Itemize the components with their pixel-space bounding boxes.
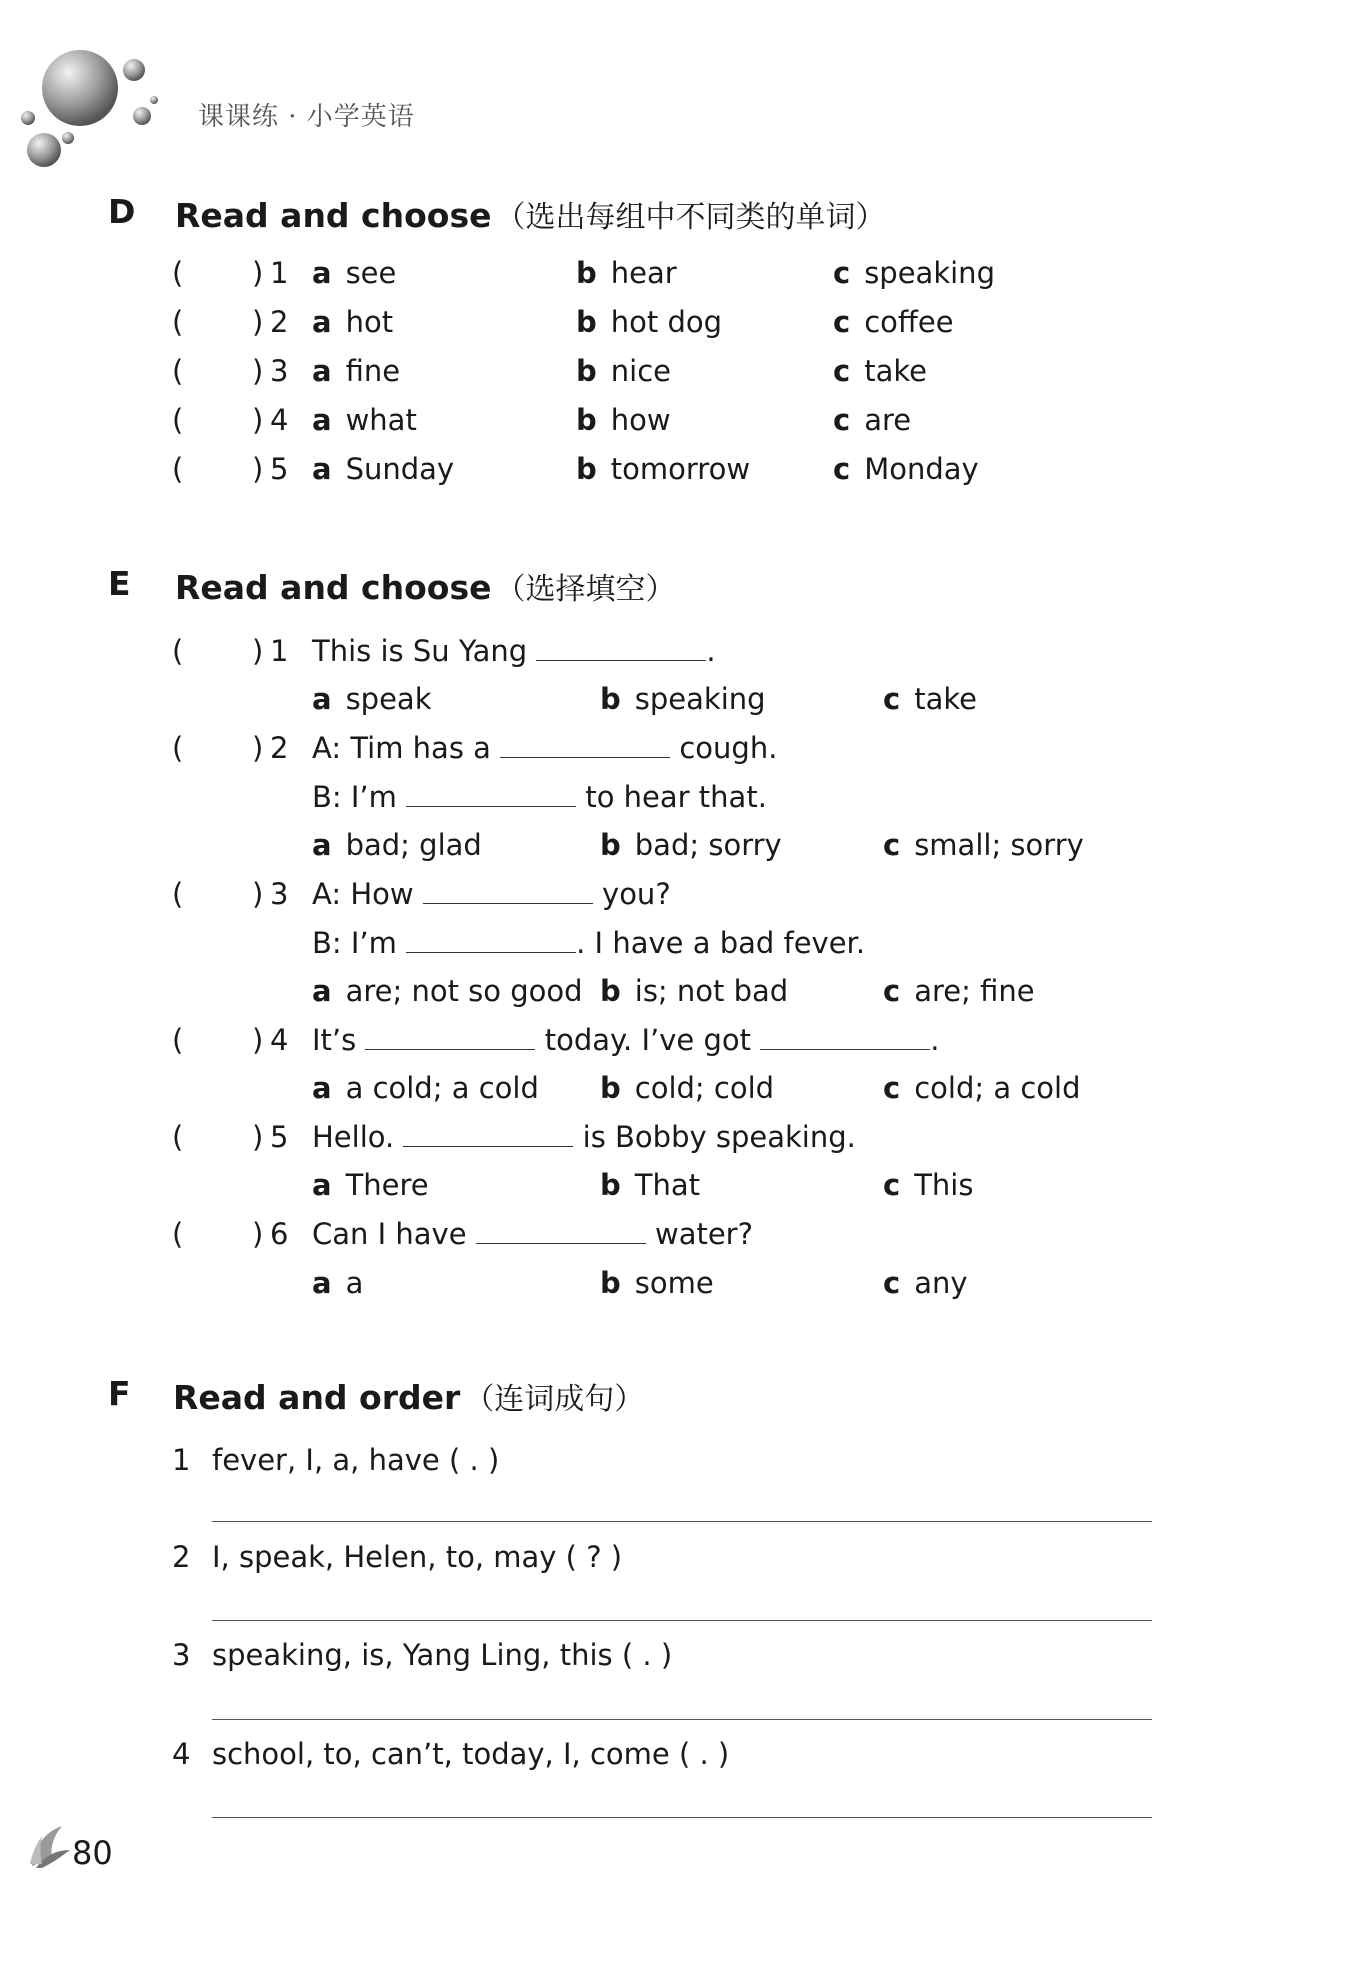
question-text: cough. [679, 731, 778, 765]
option-b[interactable] [600, 682, 766, 716]
order-item-words: I, speak, Helen, to, may ( ? ) [212, 1540, 623, 1574]
question-text: . I have a bad fever. [576, 926, 866, 960]
option-letter: a [312, 1168, 332, 1202]
section-d-title: Read and choose [175, 196, 492, 235]
question-6-text [312, 1217, 753, 1251]
question-number [270, 305, 288, 339]
answer-paren-open[interactable] [172, 452, 183, 486]
option-a[interactable] [312, 974, 583, 1008]
option-c[interactable] [883, 1168, 973, 1202]
option-text: small; sorry [914, 828, 1084, 862]
option-b[interactable] [600, 1168, 700, 1202]
answer-paren-open: ( [172, 452, 184, 486]
answer-line[interactable] [212, 1817, 1152, 1818]
fill-blank[interactable] [476, 1219, 646, 1244]
option-a[interactable] [312, 1168, 429, 1202]
section-e-note: （选择填空） [495, 572, 676, 607]
question-number: 2 [270, 731, 289, 765]
answer-paren-close [252, 354, 263, 388]
question-text: today. I’ve got [544, 1023, 751, 1057]
answer-paren-close: ) [252, 256, 264, 290]
option-letter: c [833, 354, 851, 388]
option-letter: c [883, 1071, 901, 1105]
answer-paren-close [252, 305, 263, 339]
question-number [270, 403, 288, 437]
option-text: bad; sorry [634, 828, 782, 862]
option-text: fine [345, 354, 401, 388]
option-text: hot [345, 305, 394, 339]
section-f-heading [173, 1374, 644, 1418]
answer-paren-close: ) [252, 354, 264, 388]
question-3-line-2 [312, 926, 865, 960]
option-b[interactable] [600, 828, 782, 862]
option-letter: b [576, 305, 597, 339]
page-number: 80 [72, 1834, 113, 1872]
answer-paren-close: ) [252, 731, 264, 765]
answer-paren-open: ( [172, 1120, 184, 1154]
question-number: 2 [270, 305, 289, 339]
option-c[interactable] [833, 256, 995, 290]
option-letter: a [312, 256, 332, 290]
answer-paren-open: ( [172, 877, 184, 911]
option-letter: c [833, 256, 851, 290]
option-letter: a [312, 974, 332, 1008]
option-text: what [345, 403, 417, 437]
option-letter: b [600, 974, 621, 1008]
section-f-note: （连词成句） [464, 1382, 645, 1417]
option-letter: a [312, 354, 332, 388]
question-text: This is Su Yang [312, 634, 528, 668]
order-item-number: 4 [172, 1737, 191, 1771]
option-letter: c [833, 305, 851, 339]
fill-blank[interactable] [423, 879, 593, 904]
fill-blank[interactable] [536, 636, 706, 661]
question-5-text [312, 1120, 856, 1154]
question-text: to hear that. [585, 780, 767, 814]
option-text: coffee [864, 305, 954, 339]
option-letter: b [600, 1168, 621, 1202]
section-d-letter: D [108, 192, 136, 231]
section-d-heading [175, 192, 885, 236]
answer-paren-close: ) [252, 877, 264, 911]
question-number: 4 [270, 1023, 289, 1057]
option-text: hear [610, 256, 677, 290]
answer-paren-open: ( [172, 403, 184, 437]
option-c[interactable] [833, 403, 911, 437]
section-e-heading [175, 564, 675, 608]
question-text: water? [654, 1217, 754, 1251]
option-b[interactable] [576, 354, 671, 388]
question-text: Can I have [312, 1217, 467, 1251]
question-text: A: How [312, 877, 414, 911]
answer-line[interactable] [212, 1620, 1152, 1621]
question-2-line-2 [312, 780, 767, 814]
section-d-note: （选出每组中不同类的单词） [495, 200, 886, 235]
order-item-number: 2 [172, 1540, 191, 1574]
option-text: any [914, 1266, 968, 1300]
option-b[interactable] [600, 1266, 714, 1300]
fill-blank[interactable] [406, 928, 576, 953]
option-c[interactable] [833, 305, 954, 339]
option-letter: b [576, 256, 597, 290]
fill-blank[interactable] [760, 1025, 930, 1050]
option-letter: c [883, 1168, 901, 1202]
question-text: B: I’m [312, 780, 397, 814]
fill-blank[interactable] [365, 1025, 535, 1050]
question-number [270, 256, 288, 290]
option-letter: a [312, 1266, 332, 1300]
option-text: take [864, 354, 927, 388]
option-text: are; not so good [345, 974, 583, 1008]
question-number: 5 [270, 452, 289, 486]
order-item-number: 1 [172, 1443, 191, 1477]
option-letter: b [576, 403, 597, 437]
option-text: Sunday [345, 452, 455, 486]
option-text: is; not bad [634, 974, 789, 1008]
option-letter: b [600, 1071, 621, 1105]
answer-paren-open: ( [172, 354, 184, 388]
option-text: a [345, 1266, 364, 1300]
option-letter: a [312, 828, 332, 862]
answer-paren-close: ) [252, 1120, 264, 1154]
option-text: speaking [634, 682, 766, 716]
option-text: speaking [864, 256, 995, 290]
option-c[interactable] [883, 682, 977, 716]
question-text: is Bobby speaking. [582, 1120, 856, 1154]
fill-blank[interactable] [406, 782, 576, 807]
option-a[interactable] [312, 305, 393, 339]
option-b[interactable] [600, 974, 788, 1008]
answer-paren-close: ) [252, 403, 264, 437]
option-b[interactable] [576, 403, 671, 437]
option-text: some [634, 1266, 714, 1300]
answer-paren-open: ( [172, 256, 184, 290]
answer-line[interactable] [212, 1719, 1152, 1720]
option-text: take [914, 682, 977, 716]
answer-paren-close: ) [252, 1217, 264, 1251]
option-text: are; fine [914, 974, 1035, 1008]
option-letter: a [312, 403, 332, 437]
order-item-words: speaking, is, Yang Ling, this ( . ) [212, 1638, 673, 1672]
order-item-words: fever, I, a, have ( . ) [212, 1443, 500, 1477]
option-a[interactable] [312, 1266, 363, 1300]
option-letter: c [833, 403, 851, 437]
option-text: That [634, 1168, 701, 1202]
order-item-words: school, to, can’t, today, I, come ( . ) [212, 1737, 730, 1771]
option-letter: a [312, 1071, 332, 1105]
answer-paren-open: ( [172, 731, 184, 765]
order-item-number: 3 [172, 1638, 191, 1672]
option-letter: c [883, 974, 901, 1008]
option-b[interactable] [576, 305, 722, 339]
option-a[interactable] [312, 403, 417, 437]
question-text: B: I’m [312, 926, 397, 960]
answer-paren-close [252, 452, 263, 486]
question-number: 3 [270, 877, 289, 911]
answer-paren-open: ( [172, 634, 184, 668]
leaf-icon [28, 1824, 72, 1870]
option-letter: c [883, 1266, 901, 1300]
option-text: how [610, 403, 671, 437]
question-number: 1 [270, 634, 289, 668]
question-3-line-1 [312, 877, 671, 911]
option-letter: c [833, 452, 851, 486]
option-text: Monday [864, 452, 979, 486]
option-text: a cold; a cold [345, 1071, 539, 1105]
answer-paren-close: ) [252, 305, 264, 339]
option-b[interactable] [576, 256, 677, 290]
answer-paren-open[interactable] [172, 256, 183, 290]
option-b[interactable] [576, 452, 750, 486]
section-f-letter: F [108, 1374, 131, 1413]
bubble-decoration-icon [14, 40, 164, 170]
answer-paren-open: ( [172, 1217, 184, 1251]
question-text: Hello. [312, 1120, 395, 1154]
question-text: . [930, 1023, 940, 1057]
question-number [270, 452, 288, 486]
answer-paren-open[interactable] [172, 354, 183, 388]
option-letter: c [883, 828, 901, 862]
option-text: bad; glad [345, 828, 482, 862]
header-title: 课课练 · 小学英语 [198, 102, 415, 132]
fill-blank[interactable] [500, 733, 670, 758]
option-letter: a [312, 305, 332, 339]
option-a[interactable] [312, 452, 454, 486]
option-text: This [914, 1168, 974, 1202]
option-a[interactable] [312, 682, 432, 716]
option-c[interactable] [883, 828, 1084, 862]
option-text: tomorrow [610, 452, 751, 486]
option-letter: a [312, 452, 332, 486]
answer-line[interactable] [212, 1521, 1152, 1522]
section-e-title: Read and choose [175, 568, 492, 607]
answer-paren-close: ) [252, 634, 264, 668]
fill-blank[interactable] [403, 1122, 573, 1147]
option-letter: b [600, 828, 621, 862]
question-text: It’s [312, 1023, 357, 1057]
option-letter: c [883, 682, 901, 716]
option-letter: b [600, 682, 621, 716]
option-letter: b [600, 1266, 621, 1300]
option-a[interactable] [312, 256, 396, 290]
option-c[interactable] [833, 452, 979, 486]
answer-paren-open: ( [172, 305, 184, 339]
option-c[interactable] [883, 1266, 968, 1300]
option-a[interactable] [312, 828, 482, 862]
option-c[interactable] [883, 974, 1035, 1008]
option-text: There [345, 1168, 429, 1202]
question-4-text [312, 1023, 939, 1057]
answer-paren-open[interactable] [172, 403, 183, 437]
answer-paren-close: ) [252, 452, 264, 486]
answer-paren-open[interactable] [172, 305, 183, 339]
question-number: 6 [270, 1217, 289, 1251]
question-number: 3 [270, 354, 289, 388]
option-text: hot dog [610, 305, 723, 339]
option-c[interactable] [883, 1071, 1081, 1105]
question-1-text [312, 634, 716, 668]
option-text: cold; cold [634, 1071, 775, 1105]
question-number: 1 [270, 256, 289, 290]
section-e-letter: E [108, 564, 131, 603]
question-text: A: Tim has a [312, 731, 491, 765]
option-text: cold; a cold [914, 1071, 1081, 1105]
section-f-title: Read and order [173, 1378, 461, 1417]
option-b[interactable] [600, 1071, 774, 1105]
question-2-line-1 [312, 731, 777, 765]
question-number: 4 [270, 403, 289, 437]
answer-paren-close [252, 403, 263, 437]
question-text: you? [602, 877, 671, 911]
answer-paren-close: ) [252, 1023, 264, 1057]
option-text: see [345, 256, 397, 290]
option-text: are [864, 403, 912, 437]
option-a[interactable] [312, 1071, 539, 1105]
option-letter: a [312, 682, 332, 716]
option-text: speak [345, 682, 432, 716]
answer-paren-close [252, 256, 263, 290]
option-a[interactable] [312, 354, 400, 388]
option-text: nice [610, 354, 671, 388]
option-letter: b [576, 354, 597, 388]
question-number [270, 354, 288, 388]
option-c[interactable] [833, 354, 927, 388]
option-letter: b [576, 452, 597, 486]
question-text: . [706, 634, 716, 668]
answer-paren-open: ( [172, 1023, 184, 1057]
question-number: 5 [270, 1120, 289, 1154]
